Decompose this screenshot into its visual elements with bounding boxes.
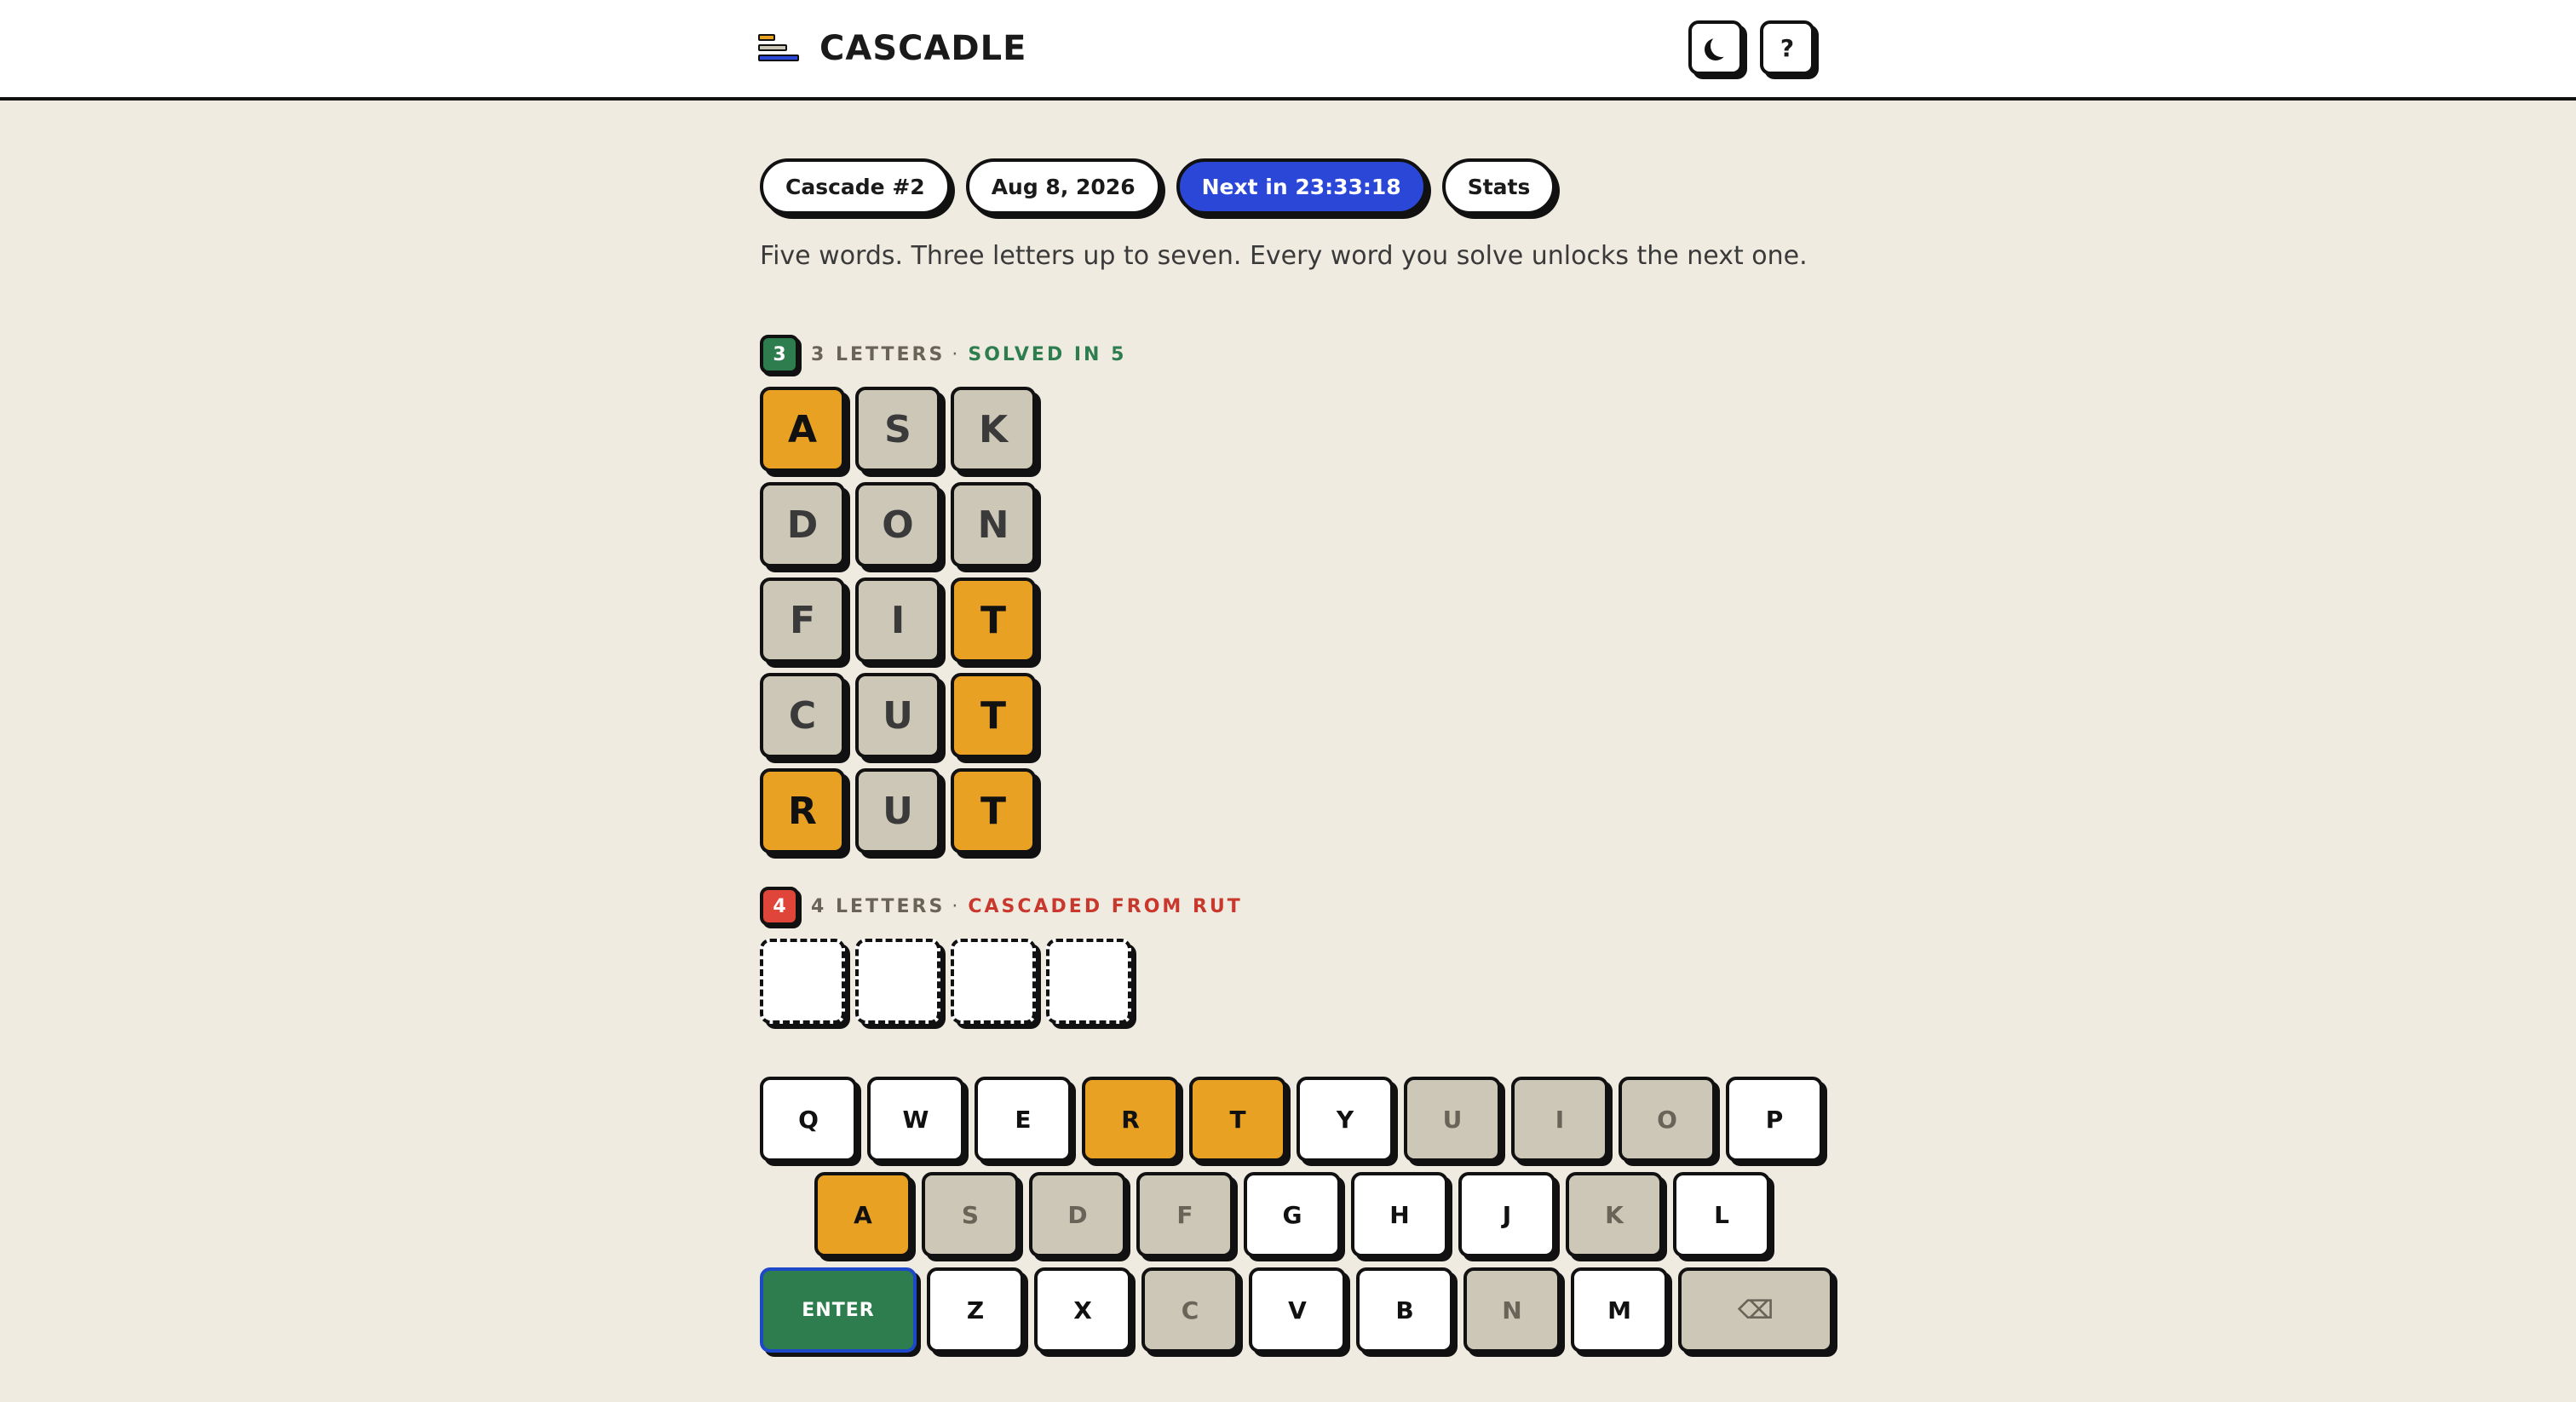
help-button[interactable]: ?: [1760, 20, 1814, 75]
word-length-badge: 4: [760, 887, 799, 926]
brand[interactable]: [758, 29, 1026, 68]
key-w[interactable]: W: [867, 1077, 964, 1162]
key-f[interactable]: F: [1136, 1172, 1233, 1257]
key-a[interactable]: A: [814, 1172, 911, 1257]
stats-button[interactable]: Stats: [1442, 158, 1556, 215]
letter-tile: T: [951, 768, 1036, 853]
keyboard-row: [814, 1172, 1770, 1257]
guess-row: [760, 939, 1131, 1024]
key-o[interactable]: O: [1619, 1077, 1716, 1162]
guess-row: [760, 577, 1036, 663]
backspace-key[interactable]: ⌫: [1678, 1267, 1833, 1353]
key-c[interactable]: C: [1141, 1267, 1239, 1353]
guess-row: [760, 768, 1036, 853]
section-label: 4 LETTERS: [811, 895, 946, 917]
date-pill: Aug 8, 2026: [966, 158, 1161, 215]
guess-row: [760, 387, 1036, 472]
letter-tile: T: [951, 673, 1036, 758]
letter-tile: I: [855, 577, 940, 663]
guess-grid-3: [760, 387, 1036, 864]
section-header-3: [760, 335, 1126, 374]
letter-tile: U: [855, 768, 940, 853]
section-status: SOLVED IN 5: [968, 343, 1127, 365]
letter-tile: D: [760, 482, 845, 567]
enter-key[interactable]: ENTER: [760, 1267, 917, 1353]
letter-tile: S: [855, 387, 940, 472]
separator-dot: ·: [952, 343, 958, 365]
app-title: CASCADLE: [819, 29, 1027, 68]
key-i[interactable]: I: [1511, 1077, 1608, 1162]
keyboard-row: [760, 1267, 1833, 1353]
separator-dot: ·: [952, 895, 958, 917]
key-y[interactable]: Y: [1297, 1077, 1394, 1162]
letter-tile: U: [855, 673, 940, 758]
top-bar: [0, 0, 2576, 101]
letter-tile: F: [760, 577, 845, 663]
guess-row: [760, 673, 1036, 758]
letter-tile: N: [951, 482, 1036, 567]
letter-tile: O: [855, 482, 940, 567]
key-h[interactable]: H: [1351, 1172, 1448, 1257]
key-m[interactable]: M: [1571, 1267, 1668, 1353]
letter-tile: R: [760, 768, 845, 853]
key-e[interactable]: E: [975, 1077, 1072, 1162]
key-b[interactable]: B: [1356, 1267, 1453, 1353]
key-x[interactable]: X: [1034, 1267, 1131, 1353]
key-p[interactable]: P: [1726, 1077, 1823, 1162]
empty-tile: [760, 939, 845, 1024]
section-status: CASCADED FROM RUT: [968, 895, 1243, 917]
empty-tile: [1046, 939, 1131, 1024]
key-z[interactable]: Z: [927, 1267, 1024, 1353]
section-label: 3 LETTERS: [811, 343, 946, 365]
puzzle-number-pill: Cascade #2: [760, 158, 951, 215]
keyboard-row: [760, 1077, 1823, 1162]
guess-grid-4: [760, 939, 1131, 1034]
key-s[interactable]: S: [922, 1172, 1019, 1257]
key-l[interactable]: L: [1673, 1172, 1770, 1257]
section-header-4: [760, 887, 1243, 926]
letter-tile: K: [951, 387, 1036, 472]
key-t[interactable]: T: [1189, 1077, 1286, 1162]
tagline: Five words. Three letters up to seven. Every word you solve unlocks the next one.: [760, 241, 1808, 271]
key-v[interactable]: V: [1249, 1267, 1346, 1353]
key-j[interactable]: J: [1458, 1172, 1555, 1257]
empty-tile: [855, 939, 940, 1024]
key-r[interactable]: R: [1082, 1077, 1179, 1162]
key-k[interactable]: K: [1566, 1172, 1663, 1257]
letter-tile: C: [760, 673, 845, 758]
cascade-logo-icon: [758, 31, 801, 66]
guess-row: [760, 482, 1036, 567]
moon-icon: [1711, 35, 1733, 57]
theme-toggle-button[interactable]: [1688, 20, 1743, 75]
key-q[interactable]: Q: [760, 1077, 857, 1162]
key-u[interactable]: U: [1404, 1077, 1501, 1162]
key-g[interactable]: G: [1244, 1172, 1341, 1257]
info-pills: [760, 158, 1555, 215]
empty-tile: [951, 939, 1036, 1024]
key-n[interactable]: N: [1463, 1267, 1561, 1353]
letter-tile: A: [760, 387, 845, 472]
next-countdown-pill: Next in 23:33:18: [1176, 158, 1427, 215]
word-length-badge: 3: [760, 335, 799, 374]
letter-tile: T: [951, 577, 1036, 663]
key-d[interactable]: D: [1029, 1172, 1126, 1257]
